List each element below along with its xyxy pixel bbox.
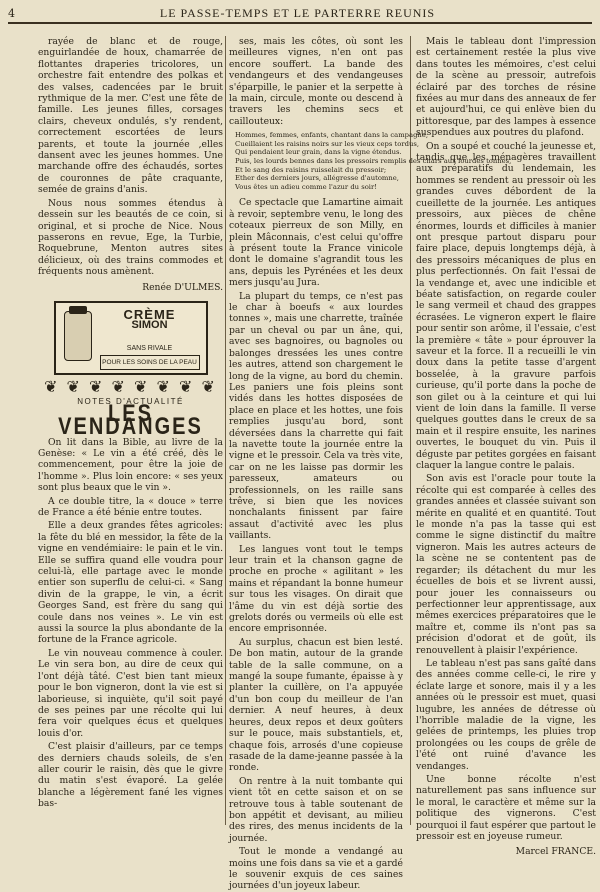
paragraph: Elle a deux grandes fêtes agricoles: la fête du blé en messidor, la fête de la vigne en vendémiaire: le pain et le vin. Elle se suffira quand elle voudra pour celui-là, elle partage avec le monde entier son superflu de celui-ci. « Sang divin de la grappe, le vin, a écrit Georges Sand, est frère du sang qui coule dans nos veines ». Le vin est aussi la source la plus abondante de la fortune de la France agricole.	[38, 520, 223, 646]
poem-line: Et le sang des raisins ruisselait du pressoir;	[235, 165, 387, 174]
section-label: NOTES D'ACTUALITÉ	[77, 397, 184, 407]
paragraph: A ce double titre, la « douce » terre de France a été bénie entre toutes.	[38, 495, 223, 518]
poem-line: Ether des derniers jours, allégresse d'automne,	[235, 174, 399, 183]
ad-tagline-secondary: POUR LES SOINS DE LA PEAU	[100, 355, 200, 370]
column-rule	[410, 36, 411, 825]
paragraph: C'est plaisir d'ailleurs, par ce temps des derniers chauds soleils, de s'en aller courir le raisin, dès que le givre du matin s'est évaporé. La gelée blanche a légèrement fané les vignes bas-	[38, 741, 223, 810]
poem-line: Puis, les lourds bennes dans les pressoirs remplis des chars aux lourdes tonnes,	[235, 157, 512, 166]
paragraph: rayée de blanc et de rouge, enguirlandée de houx, chamarrée de flottantes draperies tricolores, un orchestre fait entendre des polkas et des valses, cadencées par le bruit rythmique de la mer. C'est une fête de famille. Les jeunes filles, corsages clairs, cheveux ondulés, s'y rendent, correctement escortées de leurs parents, et toute la journée ,elles dansent avec les jeunes hommes. Une marchande offre des échaudés, sortes de couronnes de pâte craquante, semée de grains d'anis.	[38, 36, 223, 196]
paragraph: Tout le monde a vendangé au moins une fois dans sa vie et a gardé le souvenir exquis de ces saines journées d'un joyeux labeur.	[229, 846, 403, 892]
paragraph: Les langues vont tout le temps leur train et la chanson gagne de proche en proche « agilitant » les mains et répandant la bonne humeur sur tous les visages. On dirait que l'âme du vin est déjà sortie des grelots dorés ou vermeils où elle est encore emprisonnée.	[229, 543, 403, 635]
ad-brand-line2: SIMON	[131, 319, 168, 332]
advertisement	[54, 301, 208, 375]
paragraph: Mais le tableau dont l'impression est certainement restée la plus vive dans toutes les mémoires, c'est celui de la scène au pressoir, autrefois éclairé par des torches de résine fixées au mur dans des anneaux de fer et aujourd'hui, ce qui enlève bien du pittoresque, par des lampes à essence suspendues aux poutres du plafond.	[416, 36, 596, 139]
poem-quote	[235, 131, 512, 191]
paragraph: Ce spectacle que Lamartine aimait à revoir, septembre venu, le long des coteaux pierreux de son Milly, en plein Mâconnais, c'est celui qu'offre à présent toute la France vinicole dont le domaine s'agrandit tous les ans, depuis les Pyrénées et les deux mers jusqu'au Jura.	[229, 197, 403, 289]
article-title: LES VENDANGES	[58, 400, 203, 441]
poem-line: Vous êtes un adieu comme l'azur du soir!	[235, 182, 377, 191]
poem-line: Qui pendaient leur grain, dans la vigne étendus.	[235, 148, 402, 157]
paragraph: Le tableau n'est pas sans gaîté dans des années comme celle-ci, le rire y éclate large et sonore, mais il y a les années où le pressoir est muet, quasi lugubre, les années de détresse où l'horrible maladie de la vigne, les gelées de printemps, les pluies trop prolongées ou les coups de grêle de l'été ont ruiné d'avance les vendanges.	[416, 657, 596, 772]
paragraph: Une bonne récolte n'est naturellement pas sans influence sur le moral, le caractère et même sur la politique des vignerons. C'est pourquoi il faut espérer que partout le pressoir est en joyeuse rumeur.	[416, 774, 596, 843]
paragraph: La plupart du temps, ce n'est pas le char à boeufs « aux lourdes tonnes », mais une charrette, traînée par un cheval ou par un âne, qui, avec ses bagnoires, ou bagnoles ou balonges dressées les unes contre les autres, attend son chargement le long de la vigne, au bord du chemin. Les paniers une fois pleins sont vidés dans les hottes disposées de place en place et les hottes, une fois remplies jusqu'au bord, sont déversées dans la charrette qui fait la navette toute la journée entre la vigne et le pressoir. Cela va très vite, car on ne les laisse pas dormir les paresseux, amateurs ou professionnels, on les raille sans trêve, si bien que les novices nonchalants finissent par faire assaut d'activité avec les plus vaillants.	[229, 290, 403, 542]
column-1	[38, 36, 223, 827]
paragraph: Son avis est l'oracle pour toute la récolte qui est comparée à celles des grandes années et classée suivant son mérite en qualité et en quantité. Tout le monde n'a pas la tasse qui est comme le signe distinctif du maître vigneron. Mais les autres acteurs de la scène ne se contentent pas de regarder; ils détachent du mur les écuelles de bois et se livrent aussi, pour jouer les connaisseurs ou perfectionner leur apprentissage, aux mêmes exercices préparatoires que le maître et, comme ils n'ont pas sa précision d'odorat et de goût, ils renouvellent à plaisir l'expérience.	[416, 473, 596, 656]
paragraph: ses, mais les côtes, où sont les meilleures vignes, n'en ont pas encore souffert. La bande des vendangeurs et des vendangeuses s'éparpille, le panier et la serpette à la main, circule, monte ou descend à travers les chemins secs et caillouteux:	[229, 36, 403, 127]
column-3	[416, 36, 596, 858]
ad-brand-line1: CRÈME	[123, 306, 176, 322]
paragraph: On lit dans la Bible, au livre de la Genèse: « Le vin a été créé, dès le commencement, pour être la joie de l'homme ». Plus loin encore: « ses yeux sont plus beaux que le vin ».	[38, 436, 223, 494]
paragraph: On rentre à la nuit tombante qui vient tôt en cette saison et on se retrouve tous à table soutenant de bon appétit et devisant, au milieu des rires, des menus incidents de la journée.	[229, 775, 403, 844]
ornament-divider: ❦ ❦ ❦ ❦ ❦ ❦ ❦ ❦	[44, 376, 217, 396]
paragraph: Le vin nouveau commence à couler. Le vin sera bon, au dire de ceux qui l'ont déjà tâté. C'est bien tant mieux pour le bon vigneron, dont la vie est si laborieuse, si inquiète, qu'il soit payé de ses peines par une récolte qui lui fera voir quelques écus et quelques louis d'or.	[38, 647, 223, 739]
ad-tagline: SANS RIVALE	[126, 344, 173, 352]
ad-brand	[100, 306, 200, 332]
page-header	[8, 4, 592, 24]
running-title: LE PASSE-TEMPS ET LE PARTERRE REUNIS	[159, 5, 436, 20]
poem-line: Cueillaient les raisins noirs sur les vieux ceps tordus,	[235, 139, 419, 148]
page-number: 4	[8, 6, 15, 20]
signature: Renée D'ULMES.	[142, 281, 223, 293]
paragraph: Au surplus, chacun est bien lesté. De bon matin, autour de la grande table de la salle commune, on a mangé la soupe fumante, épaisse à y planter la cuillère, on l'a appuyée d'un bon coup du meilleur de l'an dernier. A neuf heures, à deux heures, deux repos et deux goûters sur le pouce, mais substantiels, et, chaque fois, arrosés d'une copieuse rasade de la dame-jeanne passée à la ronde.	[229, 636, 403, 774]
poem-line: Hommes, femmes, enfants, chantant dans la campagne,	[235, 131, 428, 140]
cream-jar-icon	[64, 311, 92, 361]
signature: Marcel FRANCE.	[515, 846, 596, 858]
paragraph: On a soupé et couché la jeunesse et, tandis que les ménagères travaillent aux préparatifs du lendemain, les hommes se rendent au pressoir où les grandes cuves débordent de la cueillette de la journée. Les antiques pressoirs, aux pièces de chêne énormes, lourds et difficiles à manier ont presque partout disparu pour faire place, depuis longtemps déjà, à des pressoirs mécaniques de plus en plus perfectionnés. On fait l'essai de la vendange et, avec une indicible et béate satisfaction, on regarde couler le sang vermeil et chaud des grappes écrasées. Le vigneron expert le flaire pour sentir son arôme, il l'essaie, c'est la première « tâte » pour éprouver la saveur et la force. Il a recueilli le vin doux dans la petite tasse d'argent bosselée, à la gravure parfois curieuse, qu'il porte dans la poche de son gilet ou à la ceinture et qui lui vient de loin dans la famille. Il verse quelques gouttes dans le creux de sa main et il respire ensuite, les narines ouvertes, le bouquet du vin. Puis il déguste par petites gorgées en faisant claquer la langue contre le palais.	[416, 140, 596, 472]
paragraph: Nous nous sommes étendus à dessein sur les beautés de ce coin, si original, et si proche de Nice. Nous passerons en revue, Ege, la Turbie, Roquebrune, Menton autres sites délicieux, où des trains commodes et fréquents nous amènent.	[38, 197, 223, 278]
column-rule	[225, 36, 226, 825]
